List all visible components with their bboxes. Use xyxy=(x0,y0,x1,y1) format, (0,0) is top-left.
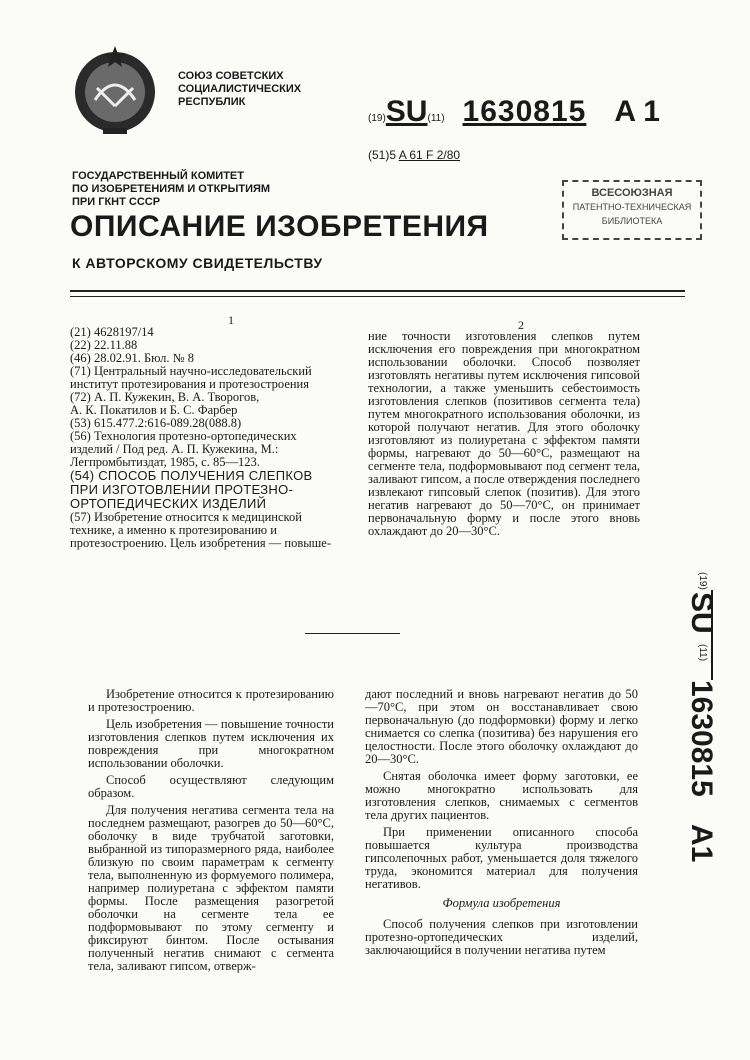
side-kind: A1 xyxy=(685,824,718,863)
paragraph: Способ осуществляют следующим образом. xyxy=(88,773,334,800)
side-code-11: (11) xyxy=(697,644,708,662)
code-11: (11) xyxy=(427,113,445,124)
description-left-column xyxy=(88,688,334,977)
paragraph: дают последний и вновь нагревают негатив до 50—70°С, при этом он восстанавливает свою первоначальную (до подформовки) форму и легко снимается со слепка (позитива) без нарушения его целостности. После этого оболочку охлаждают до 20—30°С. xyxy=(365,687,638,766)
committee-line: ПО ИЗОБРЕТЕНИЯМ И ОТКРЫТИЯМ xyxy=(72,183,271,195)
ipc-label: (51)5 xyxy=(368,148,397,162)
publication-number xyxy=(368,95,660,129)
paragraph: Цель изобретения — повышение точности изготовления слепков путем исключения их повреждения при многократном использовании оболочки. xyxy=(88,717,334,770)
side-code-19: (19) xyxy=(697,572,708,590)
ussr-emblem xyxy=(65,40,165,140)
field-72: (72) А. П. Кужекин, В. А. Творогов, xyxy=(70,390,260,404)
column-number-2: 2 xyxy=(518,318,524,332)
kind-code: A 1 xyxy=(614,95,660,128)
section-divider xyxy=(305,633,400,634)
committee-line: ПРИ ГКНТ СССР xyxy=(72,196,161,208)
divider xyxy=(70,296,685,297)
invention-title: (54) СПОСОБ ПОЛУЧЕНИЯ СЛЕПКОВ ПРИ ИЗГОТОВЛЕНИИ ПРОТЕЗНО-ОРТОПЕДИЧЕСКИХ ИЗДЕЛИЙ xyxy=(70,468,313,511)
document-title: ОПИСАНИЕ ИЗОБРЕТЕНИЯ xyxy=(70,210,489,243)
side-country: SU xyxy=(685,592,718,634)
description-right-column xyxy=(365,688,638,961)
committee xyxy=(72,170,270,209)
divider xyxy=(70,290,685,292)
field-53: (53) 615.477.2:616-089.28(088.8) xyxy=(70,416,242,430)
stamp-line: БИБЛИОТЕКА xyxy=(601,216,663,226)
column-number-1: 1 xyxy=(228,313,234,327)
library-stamp xyxy=(562,180,702,240)
vertical-patent-number xyxy=(652,570,727,875)
stamp-line: ВСЕСОЮЗНАЯ xyxy=(591,187,673,199)
org-line: СОЦИАЛИСТИЧЕСКИХ xyxy=(178,83,302,95)
ipc-classification xyxy=(368,148,460,162)
paragraph: Снятая оболочка имеет форму заготовки, ее можно многократно использовать для изготовления слепков, снимаемых с сегментов тела других пациентов. xyxy=(365,769,638,822)
issuing-state xyxy=(178,70,301,109)
field-21: (21) 4628197/14 xyxy=(70,325,154,339)
claims-text: Способ получения слепков при изготовлении протезно-ортопедических изделий, заключающийся в получении негатива путем xyxy=(365,917,638,957)
ipc-value: A 61 F 2/80 xyxy=(398,148,461,162)
claims-heading: Формула изобретения xyxy=(442,896,561,910)
document-subtitle: К АВТОРСКОМУ СВИДЕТЕЛЬСТВУ xyxy=(72,255,323,271)
paragraph: Для получения негатива сегмента тела на последнем размещают, разогрев до 50—60°С, оболочку в виде трубчатой заготовки, выбранной из типоразмерного ряда, наиболее близкую по своим параметрам к сегменту тела, выполненную из формуемого полимера, например полиуретана с эффектом памяти формы. После размещения разогретой оболочки на сегменте тела ее подформовывают по этому сегменту и фиксируют бинтом. После остывания полученный негатив снимают с сегмента тела, заливают гипсом, отверж- xyxy=(88,803,334,973)
field-71: (71) Центральный научно-исследовательский институт протезирования и протезостроения xyxy=(70,364,312,391)
country-code: SU xyxy=(385,95,428,128)
abstract-start: (57) Изобретение относится к медицинской технике, а именно к протезированию и протезостроению. Цель изобретения — повыше- xyxy=(70,510,332,550)
side-number: 1630815 xyxy=(685,680,718,797)
org-line: РЕСПУБЛИК xyxy=(178,96,246,108)
code-19: (19) xyxy=(368,113,386,124)
org-line: СОЮЗ СОВЕТСКИХ xyxy=(178,70,284,82)
field-22: (22) 22.11.88 xyxy=(70,338,138,352)
paragraph: Изобретение относится к протезированию и протезостроению. xyxy=(88,687,334,714)
committee-line: ГОСУДАРСТВЕННЫЙ КОМИТЕТ xyxy=(72,170,244,182)
field-56: (56) Технология протезно-ортопедических изделий / Под ред. А. П. Кужекина, М.: Легпромбытиздат, 1985, с. 85—123. xyxy=(70,429,297,469)
paragraph: При применении описанного способа повышается культура производства гипсолепочных работ, уменьшается доля тяжелого труда, экономится материал для получения негативов. xyxy=(365,825,638,891)
bibliographic-data xyxy=(70,326,340,550)
patent-number: 1630815 xyxy=(462,95,587,128)
field-46: (46) 28.02.91. Бюл. № 8 xyxy=(70,351,194,365)
abstract-continuation: ние точности изготовления слепков путем исключения его повреждения при многократном использовании оболочки. Способ позволяет изготовлять негативы путем исключения гипсовой технологии, а также уменьшить себестоимость изготовления слепков (позитивов сегмента тела) путем многократного использования оболочки, из которой получают негатив. Для этого оболочку изготовляют из полиуретана с эффектом памяти формы, нагревают до 50—60°С, размещают на сегменте тела, подформовывают под сегмент тела, заливают гипсом, а после отверждения последнего извлекают гипсовый слепок (позитив). Для этого негатив нагревают до 50—70°С, он принимает первоначальную форму и после этого вновь охлаждают до 20—30°С. xyxy=(368,329,640,538)
field-72-cont: А. К. Покатилов и Б. С. Фарбер xyxy=(70,403,238,417)
stamp-line: ПАТЕНТНО-ТЕХНИЧЕСКАЯ xyxy=(572,202,692,212)
